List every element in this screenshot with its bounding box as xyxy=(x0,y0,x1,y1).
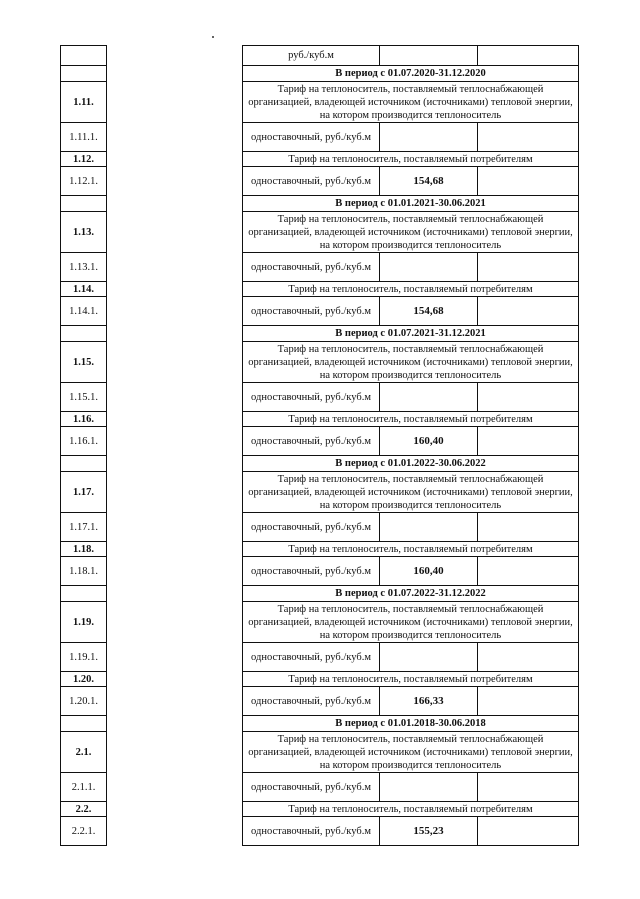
rate-value-empty xyxy=(478,427,579,456)
rate-value-empty xyxy=(478,46,579,66)
blank-cell xyxy=(107,123,243,152)
table-row xyxy=(61,383,579,412)
rate-value-empty xyxy=(478,817,579,846)
row-number: 1.12.1. xyxy=(61,167,107,196)
row-number: 1.14.1. xyxy=(61,297,107,326)
table-row xyxy=(61,557,579,586)
row-number: 1.19. xyxy=(61,602,107,643)
blank-cell xyxy=(107,282,243,297)
table-row xyxy=(61,472,579,513)
tariff-description: Тариф на теплоноситель, поставляемый теплоснабжающей организацией, владеющей источником (источниками) тепловой энергии, на котором производится теплоноситель xyxy=(243,342,579,383)
period-heading: В период с 01.07.2022-31.12.2022 xyxy=(243,586,579,602)
table-row xyxy=(61,456,579,472)
rate-value-empty xyxy=(478,643,579,672)
rate-value-empty xyxy=(478,513,579,542)
table-row xyxy=(61,586,579,602)
rate-value: 154,68 xyxy=(380,167,478,196)
row-number xyxy=(61,586,107,602)
blank-cell xyxy=(107,773,243,802)
blank-cell xyxy=(107,383,243,412)
table-row xyxy=(61,672,579,687)
row-number: 2.1. xyxy=(61,732,107,773)
row-number: 1.15.1. xyxy=(61,383,107,412)
table-row xyxy=(61,732,579,773)
row-number: 1.15. xyxy=(61,342,107,383)
rate-value xyxy=(380,46,478,66)
table-row xyxy=(61,773,579,802)
tariff-consumers: Тариф на теплоноситель, поставляемый потребителям xyxy=(243,282,579,297)
row-number xyxy=(61,196,107,212)
row-number: 1.16.1. xyxy=(61,427,107,456)
rate-value xyxy=(380,123,478,152)
row-number: 1.13. xyxy=(61,212,107,253)
table-row xyxy=(61,212,579,253)
row-number xyxy=(61,66,107,82)
row-number xyxy=(61,46,107,66)
rate-label: одноставочный, руб./куб.м xyxy=(243,383,380,412)
rate-value xyxy=(380,253,478,282)
row-number: 1.20.1. xyxy=(61,687,107,716)
tariff-description: Тариф на теплоноситель, поставляемый теплоснабжающей организацией, владеющей источником (источниками) тепловой энергии, на котором производится теплоноситель xyxy=(243,212,579,253)
blank-cell xyxy=(107,167,243,196)
row-number: 1.12. xyxy=(61,152,107,167)
table-row xyxy=(61,123,579,152)
blank-cell xyxy=(107,152,243,167)
row-number: 1.18. xyxy=(61,542,107,557)
tariff-description: Тариф на теплоноситель, поставляемый теплоснабжающей организацией, владеющей источником (источниками) тепловой энергии, на котором производится теплоноситель xyxy=(243,82,579,123)
table-row xyxy=(61,46,579,66)
row-number xyxy=(61,326,107,342)
table-row xyxy=(61,716,579,732)
rate-label: одноставочный, руб./куб.м xyxy=(243,817,380,846)
blank-cell xyxy=(107,817,243,846)
row-number: 1.14. xyxy=(61,282,107,297)
table-row xyxy=(61,282,579,297)
table-row xyxy=(61,253,579,282)
row-number xyxy=(61,456,107,472)
row-number: 1.16. xyxy=(61,412,107,427)
row-number: 1.17.1. xyxy=(61,513,107,542)
table-row xyxy=(61,66,579,82)
row-number: 1.19.1. xyxy=(61,643,107,672)
period-heading: В период с 01.01.2018-30.06.2018 xyxy=(243,716,579,732)
table-row xyxy=(61,643,579,672)
row-number: 2.2.1. xyxy=(61,817,107,846)
row-number xyxy=(61,716,107,732)
row-number: 1.20. xyxy=(61,672,107,687)
rate-label: одноставочный, руб./куб.м xyxy=(243,427,380,456)
row-number: 1.18.1. xyxy=(61,557,107,586)
rate-value: 166,33 xyxy=(380,687,478,716)
blank-cell xyxy=(107,802,243,817)
rate-label: одноставочный, руб./куб.м xyxy=(243,513,380,542)
rate-value: 155,23 xyxy=(380,817,478,846)
blank-cell xyxy=(107,472,243,513)
table-row xyxy=(61,513,579,542)
blank-cell xyxy=(107,687,243,716)
row-number: 1.13.1. xyxy=(61,253,107,282)
blank-cell xyxy=(107,586,243,602)
rate-label: одноставочный, руб./куб.м xyxy=(243,123,380,152)
blank-cell xyxy=(107,326,243,342)
table-row xyxy=(61,817,579,846)
period-heading: В период с 01.07.2020-31.12.2020 xyxy=(243,66,579,82)
period-heading: В период с 01.07.2021-31.12.2021 xyxy=(243,326,579,342)
rate-label: руб./куб.м xyxy=(243,46,380,66)
blank-cell xyxy=(107,82,243,123)
rate-value xyxy=(380,513,478,542)
table-row xyxy=(61,427,579,456)
table-row xyxy=(61,542,579,557)
table-row xyxy=(61,152,579,167)
tariff-consumers: Тариф на теплоноситель, поставляемый потребителям xyxy=(243,802,579,817)
row-number: 1.11.1. xyxy=(61,123,107,152)
table-row xyxy=(61,342,579,383)
blank-cell xyxy=(107,427,243,456)
rate-value-empty xyxy=(478,687,579,716)
tariff-description: Тариф на теплоноситель, поставляемый теплоснабжающей организацией, владеющей источником (источниками) тепловой энергии, на котором производится теплоноситель xyxy=(243,732,579,773)
rate-label: одноставочный, руб./куб.м xyxy=(243,687,380,716)
blank-cell xyxy=(107,253,243,282)
period-heading: В период с 01.01.2021-30.06.2021 xyxy=(243,196,579,212)
rate-value-empty xyxy=(478,557,579,586)
rate-value xyxy=(380,773,478,802)
rate-value: 160,40 xyxy=(380,557,478,586)
table-row xyxy=(61,687,579,716)
blank-cell xyxy=(107,456,243,472)
rate-label: одноставочный, руб./куб.м xyxy=(243,773,380,802)
row-number: 1.17. xyxy=(61,472,107,513)
blank-cell xyxy=(107,46,243,66)
rate-value-empty xyxy=(478,167,579,196)
rate-label: одноставочный, руб./куб.м xyxy=(243,253,380,282)
tariff-consumers: Тариф на теплоноситель, поставляемый потребителям xyxy=(243,542,579,557)
tariff-consumers: Тариф на теплоноситель, поставляемый потребителям xyxy=(243,152,579,167)
rate-value-empty xyxy=(478,773,579,802)
rate-value-empty xyxy=(478,297,579,326)
rate-label: одноставочный, руб./куб.м xyxy=(243,643,380,672)
blank-cell xyxy=(107,342,243,383)
rate-value-empty xyxy=(478,383,579,412)
period-heading: В период с 01.01.2022-30.06.2022 xyxy=(243,456,579,472)
blank-cell xyxy=(107,602,243,643)
blank-cell xyxy=(107,672,243,687)
blank-cell xyxy=(107,212,243,253)
rate-label: одноставочный, руб./куб.м xyxy=(243,557,380,586)
row-number: 2.2. xyxy=(61,802,107,817)
table-row xyxy=(61,196,579,212)
blank-cell xyxy=(107,732,243,773)
table-row xyxy=(61,82,579,123)
row-number: 2.1.1. xyxy=(61,773,107,802)
blank-cell xyxy=(107,513,243,542)
blank-cell xyxy=(107,297,243,326)
tariff-consumers: Тариф на теплоноситель, поставляемый потребителям xyxy=(243,672,579,687)
tariff-table-body xyxy=(61,46,579,846)
rate-value-empty xyxy=(478,253,579,282)
rate-value xyxy=(380,643,478,672)
row-number: 1.11. xyxy=(61,82,107,123)
table-row xyxy=(61,602,579,643)
blank-cell xyxy=(107,557,243,586)
table-row xyxy=(61,297,579,326)
blank-cell xyxy=(107,542,243,557)
table-row xyxy=(61,167,579,196)
rate-value: 154,68 xyxy=(380,297,478,326)
rate-value: 160,40 xyxy=(380,427,478,456)
table-row xyxy=(61,412,579,427)
table-row xyxy=(61,802,579,817)
rate-value-empty xyxy=(478,123,579,152)
table-row xyxy=(61,326,579,342)
tariff-description: Тариф на теплоноситель, поставляемый теплоснабжающей организацией, владеющей источником (источниками) тепловой энергии, на котором производится теплоноситель xyxy=(243,472,579,513)
blank-cell xyxy=(107,643,243,672)
tariff-table xyxy=(60,45,579,846)
blank-cell xyxy=(107,716,243,732)
rate-label: одноставочный, руб./куб.м xyxy=(243,297,380,326)
tariff-consumers: Тариф на теплоноситель, поставляемый потребителям xyxy=(243,412,579,427)
blank-cell xyxy=(107,66,243,82)
rate-value xyxy=(380,383,478,412)
blank-cell xyxy=(107,196,243,212)
blank-cell xyxy=(107,412,243,427)
tariff-description: Тариф на теплоноситель, поставляемый теплоснабжающей организацией, владеющей источником (источниками) тепловой энергии, на котором производится теплоноситель xyxy=(243,602,579,643)
stray-dot xyxy=(212,36,214,38)
rate-label: одноставочный, руб./куб.м xyxy=(243,167,380,196)
